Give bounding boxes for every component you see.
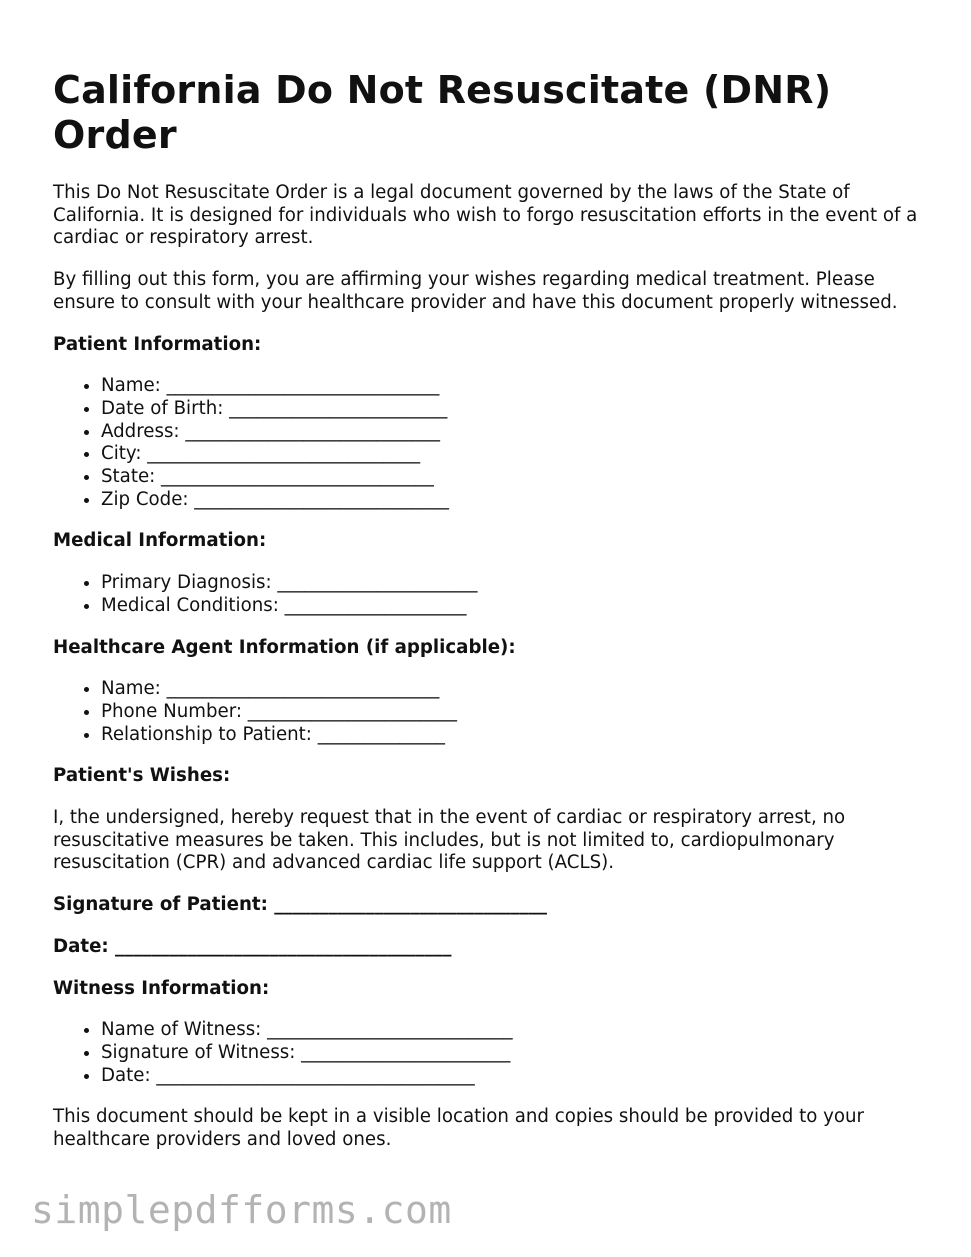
patient-info-heading: Patient Information: bbox=[53, 333, 262, 355]
witness-info-heading: Witness Information: bbox=[53, 977, 270, 999]
intro-paragraph-instructions: By filling out this form, you are affirming your wishes regarding medical treatment. Please ensure to consult with your healthcare provider and have this document properly witnessed. bbox=[53, 269, 898, 313]
medical-info-list bbox=[53, 572, 923, 617]
agent-name-field: • Name: ______________________________ bbox=[101, 678, 923, 701]
agent-relationship-field: • Relationship to Patient: ______________ bbox=[101, 724, 923, 747]
page-title: California Do Not Resuscitate (DNR) Order bbox=[53, 68, 832, 157]
date-field: Date: _____________________________________ bbox=[53, 935, 452, 957]
witness-name-field: • Name of Witness: ___________________________ bbox=[101, 1019, 923, 1042]
agent-phone-field: • Phone Number: _______________________ bbox=[101, 701, 923, 724]
wishes-heading: Patient's Wishes: bbox=[53, 765, 231, 787]
patient-zip-field: • Zip Code: ____________________________ bbox=[101, 489, 923, 512]
patient-city-field: • City: ______________________________ bbox=[101, 443, 923, 466]
patient-signature-field: Signature of Patient: ______________________________ bbox=[53, 894, 548, 916]
patient-dob-field: • Date of Birth: ________________________ bbox=[101, 398, 923, 421]
medical-conditions-field: • Medical Conditions: ____________________ bbox=[101, 595, 923, 618]
agent-info-list bbox=[53, 678, 923, 746]
witness-date-field: • Date: ___________________________________ bbox=[101, 1065, 923, 1088]
wishes-text: I, the undersigned, hereby request that in the event of cardiac or respiratory arrest, no resuscitative measures be taken. This includes, but is not limited to, cardiopulmonary resuscitation (CPR) and advanced cardiac life support (ACLS). bbox=[53, 807, 846, 874]
primary-diagnosis-field: • Primary Diagnosis: ______________________ bbox=[101, 572, 923, 595]
patient-state-field: • State: ______________________________ bbox=[101, 466, 923, 489]
patient-address-field: • Address: ____________________________ bbox=[101, 421, 923, 444]
intro-paragraph-legal: This Do Not Resuscitate Order is a legal document governed by the laws of the State of California. It is designed for individuals who wish to forgo resuscitation efforts in the event of a cardiac or respiratory arrest. bbox=[53, 182, 918, 249]
witness-info-list bbox=[53, 1019, 923, 1087]
witness-signature-field: • Signature of Witness: _______________________ bbox=[101, 1042, 923, 1065]
closing-note: This document should be kept in a visible location and copies should be provided to your healthcare providers and loved ones. bbox=[53, 1106, 865, 1151]
patient-info-list bbox=[53, 375, 923, 511]
dnr-form-page bbox=[53, 68, 923, 1171]
watermark: simplepdfforms.com bbox=[31, 1188, 452, 1232]
patient-name-field: • Name: ______________________________ bbox=[101, 375, 923, 398]
agent-info-heading: Healthcare Agent Information (if applicable): bbox=[53, 636, 516, 658]
medical-info-heading: Medical Information: bbox=[53, 530, 267, 552]
